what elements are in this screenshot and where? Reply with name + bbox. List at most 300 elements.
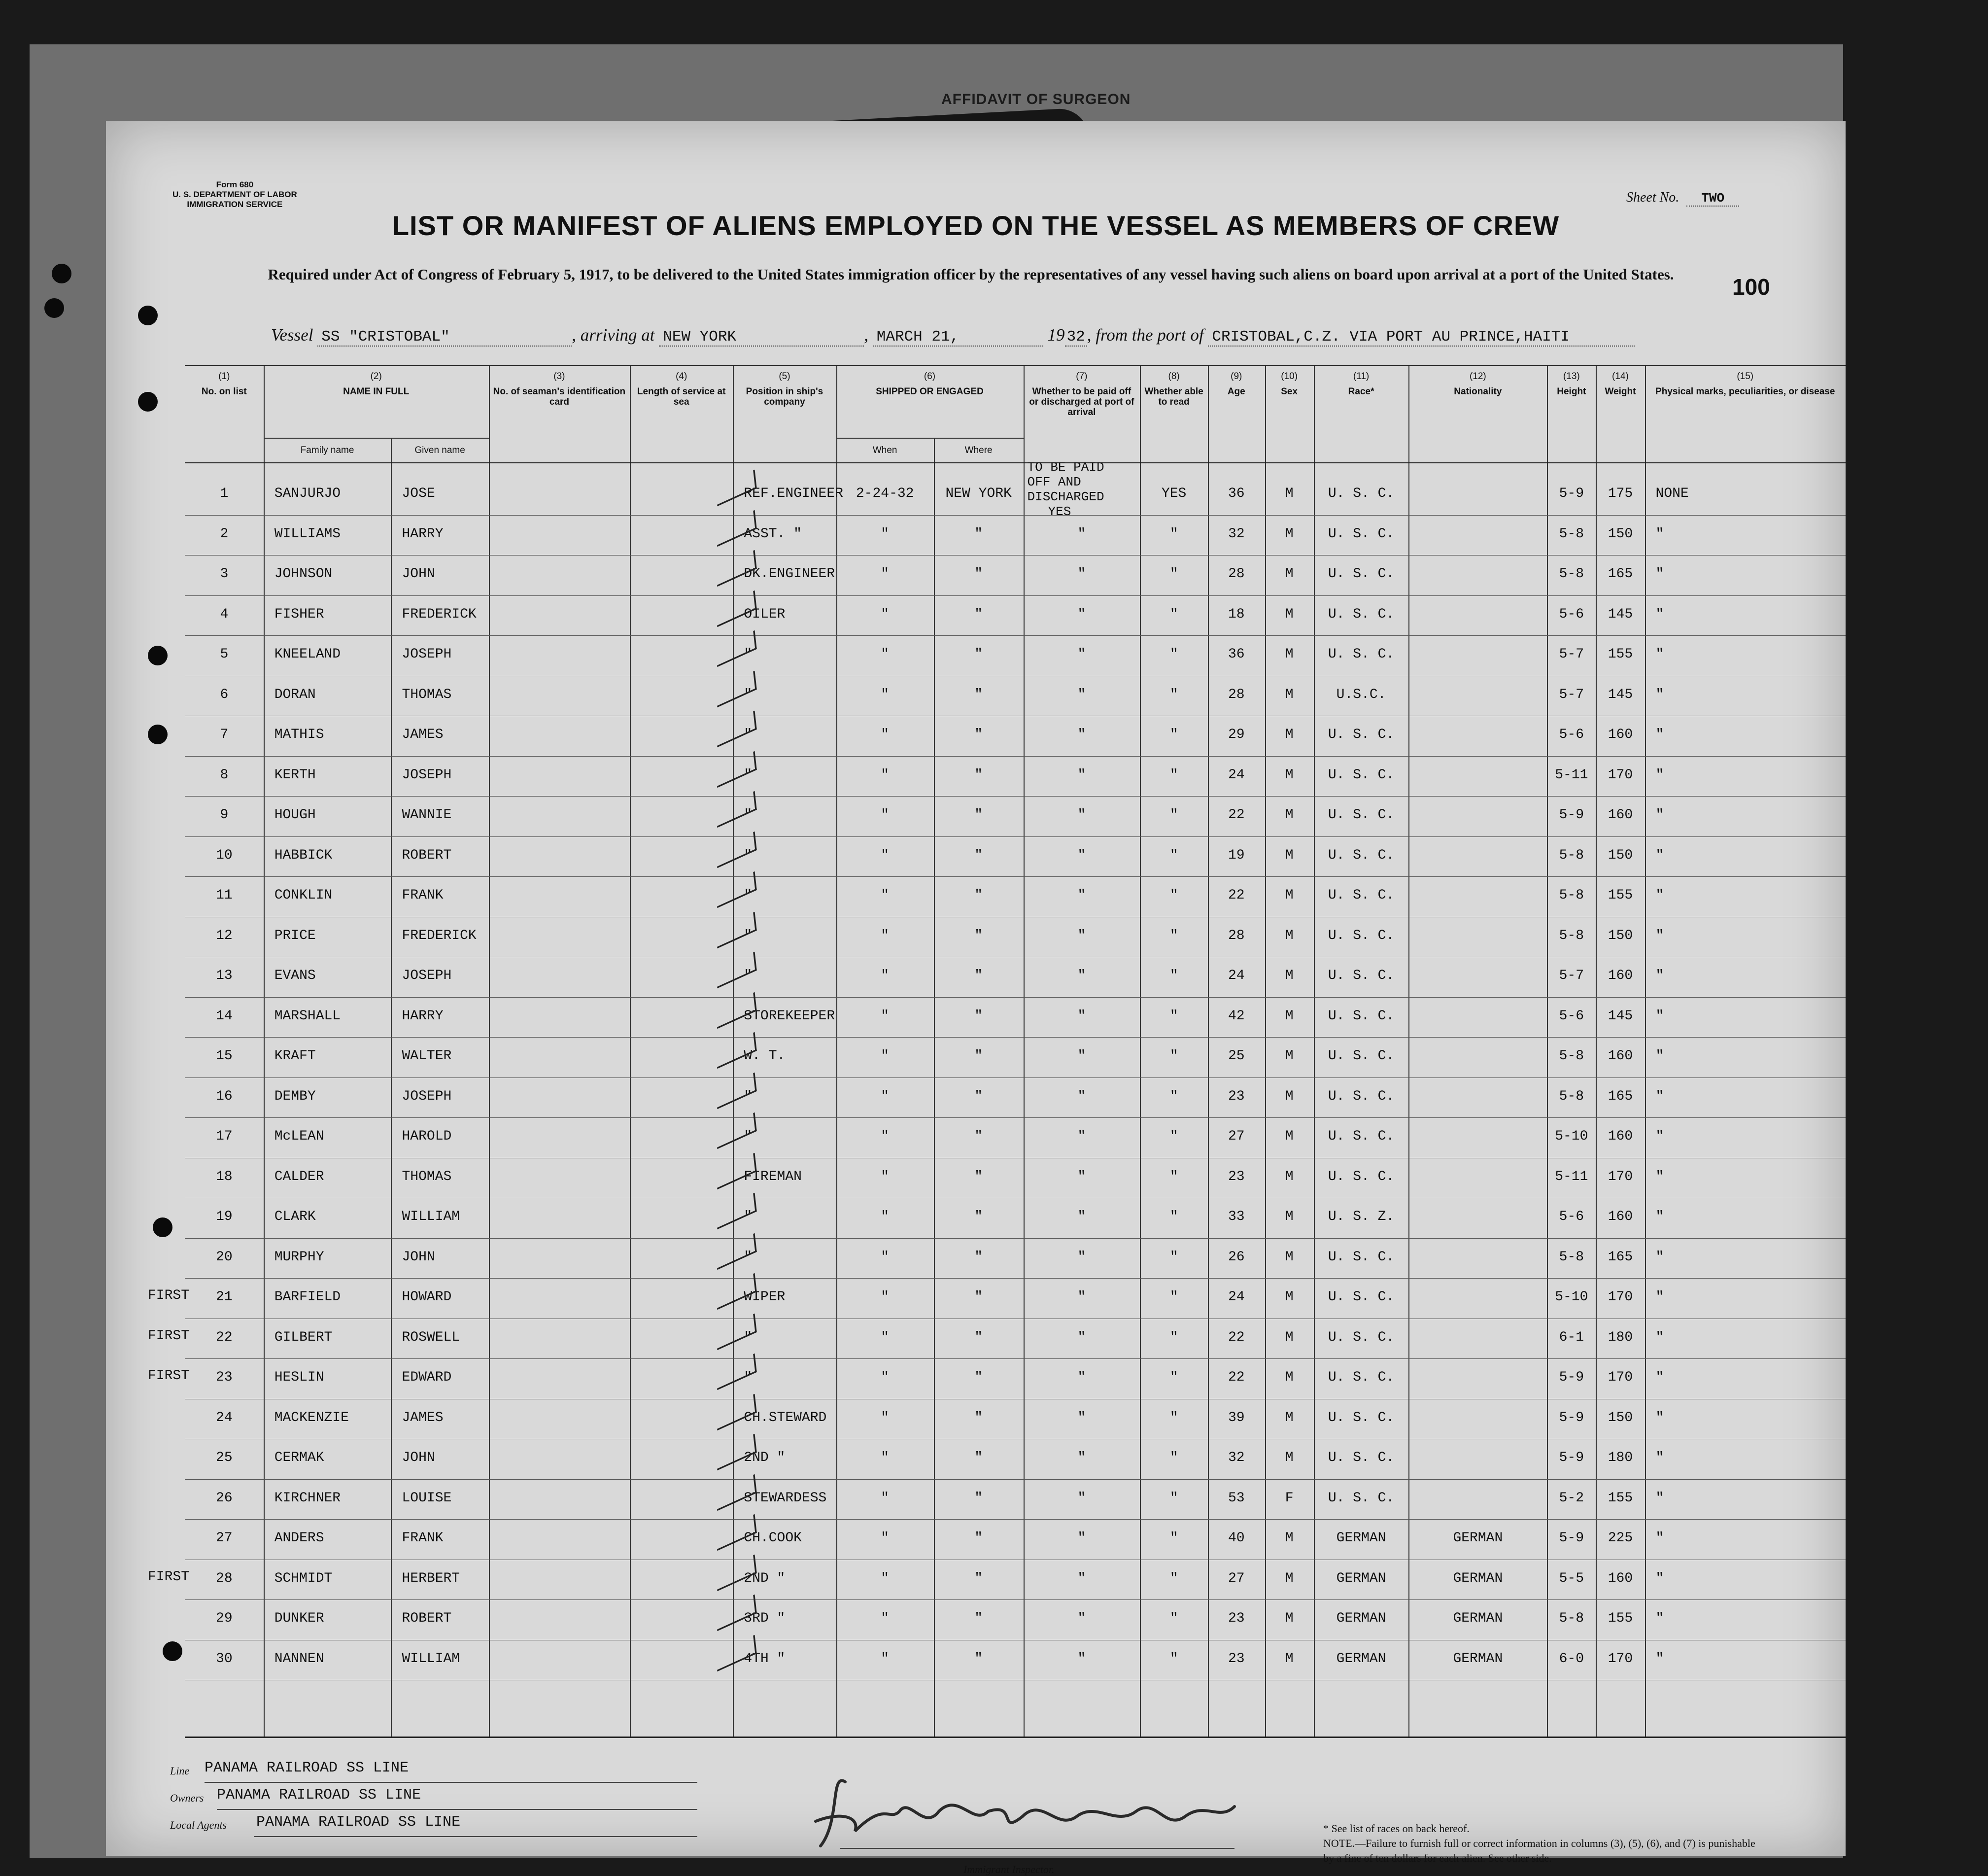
cell-weight: 150 — [1608, 928, 1633, 943]
cell-nat: GERMAN — [1453, 1570, 1503, 1586]
cell-no: 29 — [216, 1611, 233, 1626]
cell-race: GERMAN — [1336, 1651, 1386, 1667]
row-rule — [185, 756, 1846, 757]
cell-paid: " — [1077, 1490, 1086, 1506]
punch-hole — [138, 392, 158, 412]
row-rule — [185, 515, 1846, 516]
cell-age: 28 — [1228, 566, 1245, 582]
from-port: CRISTOBAL,C.Z. VIA PORT AU PRINCE,HAITI — [1208, 328, 1635, 347]
cell-given: FRANK — [402, 1530, 444, 1546]
cell-position: DK.ENGINEER — [744, 566, 835, 582]
cell-given: FREDERICK — [402, 928, 477, 943]
cell-weight: 160 — [1608, 1048, 1633, 1064]
column-label: Nationality — [1454, 386, 1502, 397]
cell-family: CERMAK — [274, 1450, 324, 1465]
cell-where: NEW YORK — [945, 486, 1012, 501]
column-header-c6 — [836, 371, 1024, 397]
cell-height: 6-0 — [1559, 1651, 1584, 1667]
cell-position: WIPER — [744, 1289, 786, 1305]
cell-race: U. S. C. — [1328, 1329, 1395, 1345]
column-rule — [1645, 366, 1646, 1737]
cell-sex: M — [1285, 1008, 1294, 1024]
cell-sex: M — [1285, 1088, 1294, 1104]
cell-read: " — [1169, 807, 1178, 823]
cell-marks: " — [1655, 687, 1664, 702]
cell-given: ROBERT — [402, 1611, 452, 1626]
cell-where: " — [974, 1169, 983, 1184]
cell-height: 5-9 — [1559, 1410, 1584, 1425]
cell-weight: 170 — [1608, 1289, 1633, 1305]
cell-no: 4 — [220, 606, 229, 622]
row-rule — [185, 1519, 1846, 1520]
cell-weight: 155 — [1608, 647, 1633, 662]
cell-where: " — [974, 807, 983, 823]
cell-marks: " — [1655, 1249, 1664, 1265]
cell-race: GERMAN — [1336, 1611, 1386, 1626]
paid-off-note: DISCHARGED — [1027, 489, 1104, 504]
line-value: PANAMA RAILROAD SS LINE — [205, 1760, 409, 1776]
cell-height: 5-8 — [1559, 1048, 1584, 1064]
cell-given: JOHN — [402, 1249, 435, 1265]
cell-where: " — [974, 1008, 983, 1024]
margin-note: FIRST — [148, 1368, 190, 1384]
cell-no: 3 — [220, 566, 229, 582]
cell-weight: 150 — [1608, 1410, 1633, 1425]
cell-marks: " — [1655, 1370, 1664, 1385]
cell-race: GERMAN — [1336, 1570, 1386, 1586]
cell-family: MACKENZIE — [274, 1410, 349, 1425]
cell-read: " — [1169, 1289, 1178, 1305]
cell-family: JOHNSON — [274, 566, 333, 582]
owners-label: Owners — [170, 1792, 204, 1804]
cell-when: " — [881, 727, 890, 742]
row-rule — [185, 1238, 1846, 1239]
cell-family: KIRCHNER — [274, 1490, 341, 1506]
cell-age: 22 — [1228, 1329, 1245, 1345]
cell-paid: " — [1077, 888, 1086, 903]
paid-off-note: TO BE PAID — [1027, 460, 1104, 475]
cell-sex: M — [1285, 1329, 1294, 1345]
column-label: No. of seaman's identification card — [493, 386, 626, 407]
cell-height: 6-1 — [1559, 1329, 1584, 1345]
column-header-c8 — [1140, 371, 1208, 407]
column-header-c4 — [630, 371, 733, 407]
cell-race: U. S. C. — [1328, 486, 1395, 501]
column-number: (2) — [370, 371, 382, 382]
cell-position: " — [744, 1209, 753, 1224]
cell-no: 9 — [220, 807, 229, 823]
cell-paid: " — [1077, 1530, 1086, 1546]
cell-read: " — [1169, 1530, 1178, 1546]
column-header-c10 — [1265, 371, 1314, 397]
column-number: (4) — [676, 371, 687, 382]
margin-note: FIRST — [148, 1328, 190, 1344]
cell-family: DORAN — [274, 687, 316, 702]
cell-given: JAMES — [402, 727, 444, 742]
cell-no: 14 — [216, 1008, 233, 1024]
punch-hole — [148, 725, 168, 744]
cell-age: 24 — [1228, 767, 1245, 783]
year-prefix: 19 — [1047, 325, 1065, 345]
cell-height: 5-11 — [1555, 1169, 1588, 1184]
cell-marks: " — [1655, 1048, 1664, 1064]
cell-position: " — [744, 1249, 753, 1265]
cell-race: U. S. C. — [1328, 727, 1395, 742]
cell-no: 27 — [216, 1530, 233, 1546]
cell-where: " — [974, 1209, 983, 1224]
column-label: NAME IN FULL — [343, 386, 410, 397]
cell-family: ANDERS — [274, 1530, 324, 1546]
cell-sex: F — [1285, 1490, 1294, 1506]
cell-position: STEWARDESS — [744, 1490, 827, 1506]
cell-no: 1 — [220, 486, 229, 501]
cell-race: U. S. C. — [1328, 1490, 1395, 1506]
cell-given: JOSEPH — [402, 767, 452, 783]
cell-no: 11 — [216, 888, 233, 903]
punch-hole — [153, 1217, 172, 1237]
cell-position: CH.STEWARD — [744, 1410, 827, 1425]
cell-given: FRANK — [402, 888, 444, 903]
cell-where: " — [974, 968, 983, 983]
cell-height: 5-6 — [1559, 1209, 1584, 1224]
sheet-number — [1626, 190, 1739, 206]
cell-marks: " — [1655, 647, 1664, 662]
column-number: (12) — [1469, 371, 1486, 382]
cell-height: 5-8 — [1559, 566, 1584, 582]
cell-family: DEMBY — [274, 1088, 316, 1104]
cell-position: CH.COOK — [744, 1530, 802, 1546]
cell-weight: 165 — [1608, 1088, 1633, 1104]
cell-when: 2-24-32 — [856, 486, 914, 501]
cell-given: HERBERT — [402, 1570, 460, 1586]
inspector-signature — [811, 1762, 1244, 1856]
cell-when: " — [881, 606, 890, 622]
cell-read: " — [1169, 1088, 1178, 1104]
cell-paid: " — [1077, 1048, 1086, 1064]
cell-sex: M — [1285, 1651, 1294, 1667]
cell-sex: M — [1285, 526, 1294, 542]
family-name-header: Family name — [300, 445, 354, 455]
cell-race: U. S. C. — [1328, 928, 1395, 943]
cell-race: U. S. C. — [1328, 526, 1395, 542]
cell-weight: 145 — [1608, 1008, 1633, 1024]
cell-paid: " — [1077, 1169, 1086, 1184]
column-number: (10) — [1281, 371, 1298, 382]
cell-race: U. S. C. — [1328, 888, 1395, 903]
cell-given: LOUISE — [402, 1490, 452, 1506]
cell-age: 28 — [1228, 928, 1245, 943]
cell-family: KNEELAND — [274, 647, 341, 662]
cell-race: U. S. C. — [1328, 1450, 1395, 1465]
row-rule — [185, 1117, 1846, 1118]
agents-value: PANAMA RAILROAD SS LINE — [256, 1814, 461, 1831]
cell-age: 23 — [1228, 1651, 1245, 1667]
cell-when: " — [881, 1169, 890, 1184]
paid-off-note: YES — [1048, 504, 1071, 519]
row-rule — [185, 997, 1846, 998]
column-rule — [264, 366, 265, 1737]
cell-when: " — [881, 566, 890, 582]
cell-marks: " — [1655, 1611, 1664, 1626]
cell-position: " — [744, 807, 753, 823]
column-label: Length of service at sea — [637, 386, 726, 407]
cell-race: U. S. C. — [1328, 847, 1395, 863]
cell-race: GERMAN — [1336, 1530, 1386, 1546]
cell-position: " — [744, 968, 753, 983]
cell-when: " — [881, 767, 890, 783]
cell-sex: M — [1285, 1169, 1294, 1184]
cell-read: " — [1169, 1329, 1178, 1345]
cell-sex: M — [1285, 1570, 1294, 1586]
cell-sex: M — [1285, 847, 1294, 863]
footnotes — [1323, 1821, 1767, 1866]
cell-race: U. S. C. — [1328, 606, 1395, 622]
cell-height: 5-6 — [1559, 606, 1584, 622]
cell-paid: " — [1077, 566, 1086, 582]
cell-position: " — [744, 1370, 753, 1385]
cell-age: 36 — [1228, 647, 1245, 662]
cell-sex: M — [1285, 968, 1294, 983]
penalty-footnote: NOTE.—Failure to furnish full or correct information in columns (3), (5), (6), and (7) is punishable by a fine of ten dollars for each alien. See other side. — [1323, 1837, 1755, 1864]
cell-race: U. S. C. — [1328, 1169, 1395, 1184]
cell-where: " — [974, 888, 983, 903]
agents-label: Local Agents — [170, 1819, 227, 1831]
cell-sex: M — [1285, 1530, 1294, 1546]
row-rule — [185, 1599, 1846, 1600]
line-label: Line — [170, 1765, 190, 1777]
cell-family: BARFIELD — [274, 1289, 341, 1305]
cell-paid: " — [1077, 968, 1086, 983]
cell-family: SANJURJO — [274, 486, 341, 501]
cell-age: 32 — [1228, 1450, 1245, 1465]
cell-where: " — [974, 1490, 983, 1506]
cell-paid: " — [1077, 1611, 1086, 1626]
cell-family: MARSHALL — [274, 1008, 341, 1024]
sub-header-rule — [836, 438, 1024, 439]
column-header-c2 — [264, 371, 489, 397]
cell-paid: " — [1077, 606, 1086, 622]
cell-where: " — [974, 847, 983, 863]
cell-weight: 225 — [1608, 1530, 1633, 1546]
cell-read: " — [1169, 526, 1178, 542]
form-number: Form 680 — [216, 180, 254, 189]
cell-read: " — [1169, 1570, 1178, 1586]
cell-given: HAROLD — [402, 1129, 452, 1144]
cell-weight: 170 — [1608, 1370, 1633, 1385]
cell-weight: 160 — [1608, 1129, 1633, 1144]
cell-paid: " — [1077, 928, 1086, 943]
cell-paid: " — [1077, 1209, 1086, 1224]
cell-family: CONKLIN — [274, 888, 333, 903]
column-header-c13 — [1547, 371, 1596, 397]
cell-read: " — [1169, 1048, 1178, 1064]
cell-height: 5-5 — [1559, 1570, 1584, 1586]
cell-weight: 155 — [1608, 1611, 1633, 1626]
cell-no: 10 — [216, 847, 233, 863]
cell-family: HABBICK — [274, 847, 333, 863]
cell-sex: M — [1285, 1450, 1294, 1465]
cell-paid: " — [1077, 1450, 1086, 1465]
cell-given: ROBERT — [402, 847, 452, 863]
cell-sex: M — [1285, 807, 1294, 823]
cell-sex: M — [1285, 1209, 1294, 1224]
cell-weight: 155 — [1608, 888, 1633, 903]
cell-weight: 160 — [1608, 1570, 1633, 1586]
cell-age: 33 — [1228, 1209, 1245, 1224]
column-number: (9) — [1231, 371, 1242, 382]
column-number: (13) — [1563, 371, 1580, 382]
when-header: When — [872, 445, 897, 455]
cell-height: 5-10 — [1555, 1129, 1588, 1144]
cell-where: " — [974, 1651, 983, 1667]
cell-weight: 170 — [1608, 1169, 1633, 1184]
column-number: (8) — [1168, 371, 1180, 382]
cell-when: " — [881, 1008, 890, 1024]
cell-marks: " — [1655, 1570, 1664, 1586]
punch-hole — [44, 298, 64, 318]
cell-where: " — [974, 1450, 983, 1465]
vessel-name: SS "CRISTOBAL" — [317, 328, 572, 347]
cell-height: 5-7 — [1559, 968, 1584, 983]
margin-note: FIRST — [148, 1569, 190, 1585]
cell-family: CLARK — [274, 1209, 316, 1224]
cell-when: " — [881, 1088, 890, 1104]
cell-paid: " — [1077, 1329, 1086, 1345]
cell-when: " — [881, 1490, 890, 1506]
cell-race: U. S. C. — [1328, 1410, 1395, 1425]
cell-given: JOHN — [402, 1450, 435, 1465]
cell-read: " — [1169, 687, 1178, 702]
cell-when: " — [881, 1209, 890, 1224]
cell-age: 22 — [1228, 807, 1245, 823]
cell-when: " — [881, 1048, 890, 1064]
cell-weight: 165 — [1608, 1249, 1633, 1265]
cell-marks: " — [1655, 1651, 1664, 1667]
cell-read: " — [1169, 928, 1178, 943]
punch-hole — [52, 264, 71, 283]
cell-family: SCHMIDT — [274, 1570, 333, 1586]
cell-weight: 170 — [1608, 767, 1633, 783]
cell-height: 5-8 — [1559, 1088, 1584, 1104]
cell-read: " — [1169, 888, 1178, 903]
column-label: Race* — [1348, 386, 1374, 397]
cell-race: U. S. C. — [1328, 767, 1395, 783]
cell-given: THOMAS — [402, 1169, 452, 1184]
cell-sex: M — [1285, 1048, 1294, 1064]
cell-where: " — [974, 767, 983, 783]
cell-age: 24 — [1228, 1289, 1245, 1305]
cell-position: " — [744, 647, 753, 662]
cell-given: HOWARD — [402, 1289, 452, 1305]
cell-where: " — [974, 1249, 983, 1265]
column-number: (15) — [1737, 371, 1754, 382]
cell-read: " — [1169, 1169, 1178, 1184]
column-number: (3) — [553, 371, 565, 382]
cell-family: CALDER — [274, 1169, 324, 1184]
cell-position: " — [744, 1088, 753, 1104]
cell-given: WALTER — [402, 1048, 452, 1064]
cell-paid: " — [1077, 807, 1086, 823]
cell-when: " — [881, 807, 890, 823]
cell-age: 29 — [1228, 727, 1245, 742]
sub-header-rule — [264, 438, 489, 439]
cell-when: " — [881, 647, 890, 662]
cell-no: 23 — [216, 1370, 233, 1385]
cell-family: McLEAN — [274, 1129, 324, 1144]
cell-no: 19 — [216, 1209, 233, 1224]
cell-race: U.S.C. — [1336, 687, 1386, 702]
cell-sex: M — [1285, 1129, 1294, 1144]
cell-when: " — [881, 928, 890, 943]
cell-marks: " — [1655, 888, 1664, 903]
punch-hole — [138, 306, 158, 325]
cell-position: " — [744, 767, 753, 783]
cell-read: " — [1169, 1490, 1178, 1506]
cell-marks: " — [1655, 1129, 1664, 1144]
row-rule — [185, 1278, 1846, 1279]
cell-given: WANNIE — [402, 807, 452, 823]
column-number: (5) — [779, 371, 790, 382]
column-header-c7 — [1024, 371, 1140, 417]
cell-no: 2 — [220, 526, 229, 542]
cell-position: " — [744, 727, 753, 742]
cell-read: " — [1169, 1209, 1178, 1224]
vessel-line: Vessel SS "CRISTOBAL" , arriving at NEW YORK , MARCH 21, 19 32 , from the port of CRISTOBAL,C.Z. VIA PORT AU PRINCE,HAITI — [271, 325, 1635, 347]
cell-given: WILLIAM — [402, 1651, 460, 1667]
cell-age: 24 — [1228, 968, 1245, 983]
cell-race: U. S. C. — [1328, 1249, 1395, 1265]
header-rule — [185, 462, 1846, 463]
column-number: (6) — [924, 371, 936, 382]
cell-paid: " — [1077, 727, 1086, 742]
row-rule — [185, 1077, 1846, 1078]
cell-where: " — [974, 566, 983, 582]
cell-no: 18 — [216, 1169, 233, 1184]
cell-no: 17 — [216, 1129, 233, 1144]
cell-read: " — [1169, 727, 1178, 742]
column-label: Position in ship's company — [746, 386, 823, 407]
cell-when: " — [881, 968, 890, 983]
cell-when: " — [881, 1611, 890, 1626]
cell-sex: M — [1285, 566, 1294, 582]
cell-where: " — [974, 606, 983, 622]
cell-nat: GERMAN — [1453, 1611, 1503, 1626]
column-header-c5 — [733, 371, 836, 407]
cell-paid: " — [1077, 1289, 1086, 1305]
cell-age: 22 — [1228, 888, 1245, 903]
cell-given: ROSWELL — [402, 1329, 460, 1345]
row-rule — [185, 635, 1846, 636]
cell-weight: 165 — [1608, 566, 1633, 582]
cell-sex: M — [1285, 1611, 1294, 1626]
cell-marks: " — [1655, 807, 1664, 823]
cell-family: MATHIS — [274, 727, 324, 742]
column-label: SHIPPED OR ENGAGED — [876, 386, 984, 397]
cell-sex: M — [1285, 1249, 1294, 1265]
column-rule — [489, 366, 490, 1737]
cell-height: 5-6 — [1559, 727, 1584, 742]
inspector-label: Immigrant Inspector. — [963, 1863, 1055, 1876]
agents-underline — [254, 1836, 697, 1837]
cell-when: " — [881, 1570, 890, 1586]
cell-family: HOUGH — [274, 807, 316, 823]
cell-marks: " — [1655, 1088, 1664, 1104]
cell-race: U. S. Z. — [1328, 1209, 1395, 1224]
cell-no: 20 — [216, 1249, 233, 1265]
column-label: Physical marks, peculiarities, or disease — [1655, 386, 1835, 397]
cell-no: 15 — [216, 1048, 233, 1064]
cell-when: " — [881, 888, 890, 903]
